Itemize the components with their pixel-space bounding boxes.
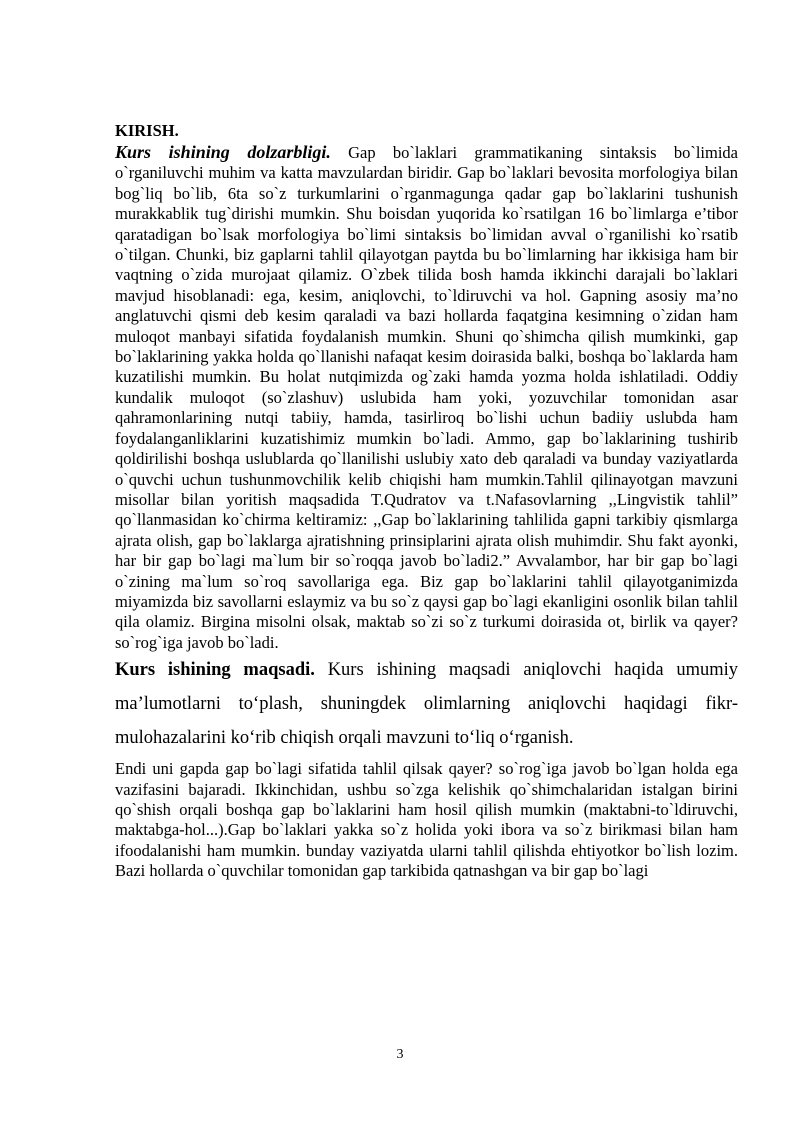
relevance-paragraph xyxy=(115,142,738,653)
page-number: 3 xyxy=(396,1047,404,1062)
goal-text: Kurs ishining maqsadi aniqlovchi haqida umumiy ma’lumotlarni to‘plash, shuningdek olimlarning aniqlovchi haqidagi fikr-mulohazalarini ko‘rib chiqish orqali mavzuni to‘liq o‘rganish. xyxy=(115,660,738,749)
relevance-text: Gap bo`laklari grammatikaning sintaksis bo`limida o`rganiluvchi muhim va katta mavzulardan biridir. Gap bo`laklari bevosita morfologiya bilan bog`liq bo`lib, 6ta so`z turkumlarini o`rganmagunga qadar gap bo`laklarini tushunish murakkablik tug`dirishi mumkin. Shu boisdan yuqorida ko`rsatilgan 16 bo`limlarga e’tibor qaratadigan bo`lsak morfologiya bo`limi sintaksis bo`limidan avval o`rganilishi ko`rsatib o`tilgan. Chunki, biz gaplarni tahlil qilayotgan paytda bu bo`limlarning har ikkisiga ham bir vaqtning o`zida murojaat qilamiz. O`zbek tilida bosh hamda ikkinchi darajali bo`laklari mavjud hisoblanadi: ega, kesim, aniqlovchi, to`ldiruvchi va hol. Gapning asosiy ma’no anglatuvchi qismi deb kesim qaraladi va bazi hollarda faqatgina kesimning o`zidan ham muloqot manbayi sifatida foydalanish mumkin. Shuni qo`shimcha qilish mumkinki, gap bo`laklarining yakka holda qo`llanishi nafaqat kesim doirasida balki, boshqa bo`laklarda ham kuzatilishi mumkin. Bu holat nutqimizda og`zaki hamda yozma holda ishlatiladi. Oddiy kundalik muloqot (so`zlashuv) uslubida ham yoki, yozuvchilar tomonidan asar qahramonlarining nutqi tabiiy, hamda, tasirliroq bo`lishi uchun badiiy uslubda ham foydalanganliklarini kuzatishimiz mumkin bo`ladi. Ammo, gap bo`laklarining tushirib qoldirilishi boshqa uslublarda qo`llanilishi uslubiy xato deb qaraladi va bunday vaziyatlarda o`quvchi uchun tushunmovchilik kelib chiqishi ham mumkin.Tahlil qilinayotgan mavzuni misollar bilan yoritish maqsadida T.Qudratov va t.Nafasovlarning ,,Lingvistik tahlil” qo`llanmasidan ko`chirma keltiramiz: ,,Gap bo`laklarining tahlilida gapni tarkibiy qismlarga ajrata olish, gap bo`laklarga ajratishning prinsiplarini ajrata olish muhimdir. Shu fakt ayonki, har bir gap bo`lagi ma`lum bir so`roqqa javob bo`ladi2.” Avvalambor, har bir gap bo`lagi o`zining ma`lum so`roq savollariga ega. Biz gap bo`laklarini tahlil qilayotganimizda miyamizda biz savollarni eslaymiz va bu so`z qaysi gap bo`lagi ekanligini osonlik bilan tahlil qila olamiz. Birgina misolni olsak, maktab so`zi so`z turkumi doirasida ot, birlik va qayer? so`rog`iga javob bo`ladi. xyxy=(115,143,738,652)
page-heading: KIRISH. xyxy=(115,121,179,140)
goal-lead: Kurs ishining maqsadi. xyxy=(115,660,315,681)
goal-paragraph xyxy=(115,653,738,755)
tail-paragraph: Endi uni gapda gap bo`lagi sifatida tahlil qilsak qayer? so`rog`iga javob bo`lgan holda ega vazifasini bajaradi. Ikkinchidan, ushbu so`zga kelishik qo`shimchalaridan istalgan birini qo`shish orqali boshqa gap bo`laklarini ham hosil qilish mumkin (maktabni-to`ldiruvchi, maktabga-hol...).Gap bo`laklari yakka so`z holida yoki ibora va so`z birikmasi bilan ham ifoodalanishi ham mumkin. bunday vaziyatda ularni tahlil qilishda ehtiyotkor bo`lish lozim. Bazi hollarda o`quvchilar tomonidan gap tarkibida qatnashgan va bir gap bo`lagi xyxy=(115,759,738,881)
relevance-lead: Kurs ishining dolzarbligi. xyxy=(115,142,331,162)
